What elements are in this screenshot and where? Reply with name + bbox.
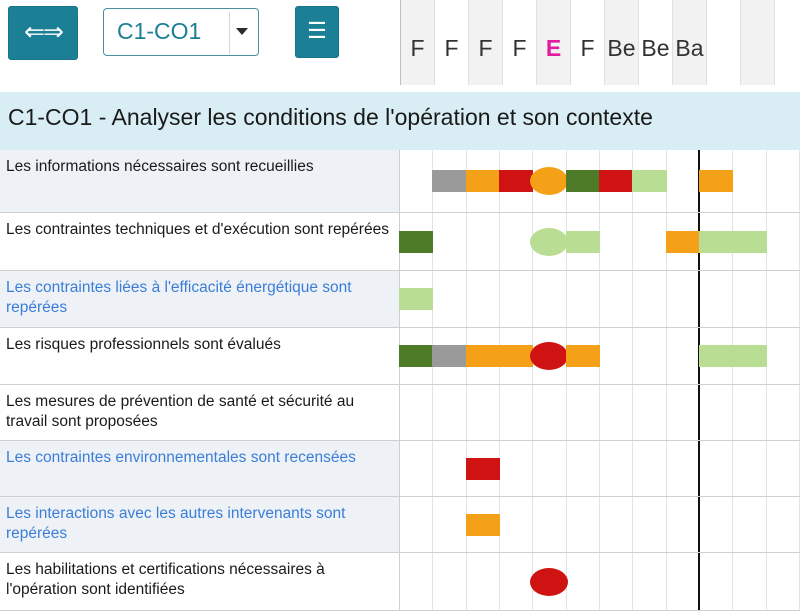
grid-cell[interactable] [533, 385, 566, 440]
column-header-cells [401, 0, 800, 85]
table-row[interactable] [0, 271, 800, 328]
evaluation-bar-marker[interactable] [499, 345, 533, 367]
evaluation-dot-marker[interactable] [530, 167, 568, 195]
column-header-label: Be [641, 35, 670, 61]
grid-cell[interactable] [667, 271, 700, 327]
grid-cell[interactable] [567, 497, 600, 552]
row-cells [400, 271, 800, 327]
grid-cell[interactable] [733, 385, 766, 440]
grid-cell[interactable] [667, 150, 700, 212]
grid-cell[interactable] [600, 441, 633, 496]
evaluation-bar-marker[interactable] [566, 170, 600, 192]
grid-cell[interactable] [700, 497, 733, 552]
grid-cell[interactable] [767, 553, 800, 610]
competency-dropdown-value: C1-CO1 [117, 18, 202, 44]
page-title-band [0, 92, 800, 150]
grid-cell[interactable] [467, 497, 500, 552]
grid-cell[interactable] [500, 385, 533, 440]
grid-cell[interactable] [633, 328, 666, 384]
grid-cell[interactable] [433, 150, 466, 212]
grid-cell[interactable] [700, 328, 733, 384]
evaluation-dot-marker[interactable] [530, 568, 568, 596]
column-header-label: F [444, 35, 459, 61]
grid-cell[interactable] [600, 213, 633, 270]
dropdown-divider [229, 12, 230, 54]
row-cells [400, 441, 800, 496]
column-header-label: F [410, 35, 425, 61]
row-label[interactable]: Les contraintes liées à l'efficacité énergétique sont repérées [0, 271, 400, 327]
grid-cell[interactable] [433, 328, 466, 384]
table-row[interactable] [0, 553, 800, 611]
evaluation-bar-marker[interactable] [566, 231, 600, 253]
grid-cell[interactable] [767, 328, 800, 384]
grid-cell[interactable] [633, 385, 666, 440]
grid-cell[interactable] [700, 150, 733, 212]
evaluation-bar-marker[interactable] [566, 345, 600, 367]
grid-cell[interactable] [733, 328, 766, 384]
grid-cell[interactable] [467, 441, 500, 496]
grid-cell[interactable] [667, 385, 700, 440]
grid-cell[interactable] [633, 441, 666, 496]
column-header-label: F [580, 35, 595, 61]
column-header-cell[interactable] [741, 0, 775, 85]
evaluation-bar-marker[interactable] [399, 231, 433, 253]
grid-cell[interactable] [500, 271, 533, 327]
column-header-cell[interactable] [401, 0, 435, 85]
grid-cell[interactable] [533, 553, 566, 610]
grid-cell[interactable] [667, 328, 700, 384]
grid-cell[interactable] [433, 553, 466, 610]
grid-cell[interactable] [667, 553, 700, 610]
evaluation-bar-marker[interactable] [466, 345, 500, 367]
grid-cell[interactable] [533, 328, 566, 384]
grid-cell[interactable] [767, 385, 800, 440]
column-header-label: Ba [675, 35, 704, 61]
toolbar [0, 0, 400, 85]
column-header-label: Be [607, 35, 636, 61]
column-header-cell[interactable] [673, 0, 707, 85]
table-row[interactable] [0, 213, 800, 271]
row-cells [400, 385, 800, 440]
grid-cell[interactable] [733, 441, 766, 496]
table-row[interactable] [0, 150, 800, 213]
evaluation-bar-marker[interactable] [466, 458, 500, 480]
row-cells [400, 150, 800, 212]
grid-cell[interactable] [433, 271, 466, 327]
grid-cell[interactable] [533, 150, 566, 212]
evaluation-bar-marker[interactable] [732, 231, 766, 253]
grid-cell[interactable] [467, 150, 500, 212]
grid-cell[interactable] [500, 441, 533, 496]
grid-cell[interactable] [400, 328, 433, 384]
grid-cell[interactable] [600, 328, 633, 384]
column-header-cell[interactable] [571, 0, 605, 85]
grid-cell[interactable] [667, 213, 700, 270]
grid-cell[interactable] [500, 213, 533, 270]
grid-cell[interactable] [400, 553, 433, 610]
grid-cell[interactable] [633, 213, 666, 270]
column-header-strip [400, 0, 800, 85]
grid-cell[interactable] [700, 441, 733, 496]
grid-cell[interactable] [533, 497, 566, 552]
competency-dropdown[interactable] [103, 8, 259, 56]
table-row[interactable] [0, 497, 800, 553]
grid-cell[interactable] [733, 497, 766, 552]
grid-cell[interactable] [467, 385, 500, 440]
column-header-label: F [478, 35, 493, 61]
grid-cell[interactable] [600, 271, 633, 327]
column-header-cell[interactable] [537, 0, 571, 85]
grid-cell[interactable] [667, 497, 700, 552]
row-label: Les mesures de prévention de santé et sécurité au travail sont proposées [0, 385, 400, 440]
grid-cell[interactable] [400, 385, 433, 440]
column-header-label: E [545, 35, 562, 61]
grid-cell[interactable] [433, 385, 466, 440]
column-header-cell[interactable] [435, 0, 469, 85]
table-row[interactable] [0, 328, 800, 385]
column-header-label: F [512, 35, 527, 61]
grid-cell[interactable] [700, 553, 733, 610]
table-row[interactable] [0, 441, 800, 497]
evaluation-bar-marker[interactable] [432, 170, 466, 192]
row-cells [400, 328, 800, 384]
row-label: Les habilitations et certifications nécessaires à l'opération sont identifiées [0, 553, 400, 610]
grid-cell[interactable] [567, 441, 600, 496]
row-label: Les informations nécessaires sont recueillies [0, 150, 400, 212]
grid-cell[interactable] [733, 553, 766, 610]
grid-cell[interactable] [533, 441, 566, 496]
grid-cell[interactable] [767, 213, 800, 270]
page-title: C1-CO1 - Analyser les conditions de l'opération et son contexte [8, 104, 653, 130]
grid-cell[interactable] [700, 385, 733, 440]
grid-cell[interactable] [700, 213, 733, 270]
grid-cell[interactable] [633, 497, 666, 552]
evaluation-bar-marker[interactable] [399, 288, 433, 310]
grid-cell[interactable] [533, 271, 566, 327]
grid-cell[interactable] [433, 213, 466, 270]
grid-cell[interactable] [567, 553, 600, 610]
grid-cell[interactable] [733, 150, 766, 212]
grid-cell[interactable] [767, 271, 800, 327]
column-header-cell[interactable] [707, 0, 741, 85]
row-label[interactable]: Les contraintes environnementales sont recensées [0, 441, 400, 496]
chevron-down-icon [236, 28, 248, 35]
grid-cell[interactable] [767, 150, 800, 212]
grid-cell[interactable] [567, 150, 600, 212]
grid-cell[interactable] [400, 213, 433, 270]
grid-cell[interactable] [600, 150, 633, 212]
evaluation-bar-marker[interactable] [732, 345, 766, 367]
grid-cell[interactable] [567, 213, 600, 270]
evaluation-bar-marker[interactable] [699, 345, 733, 367]
grid-cell[interactable] [567, 385, 600, 440]
grid-cell[interactable] [500, 150, 533, 212]
grid-cell[interactable] [400, 150, 433, 212]
competency-grid [0, 150, 800, 613]
table-row[interactable] [0, 385, 800, 441]
grid-cell[interactable] [700, 271, 733, 327]
grid-cell[interactable] [600, 385, 633, 440]
column-header-cell[interactable] [775, 0, 800, 85]
grid-cell[interactable] [567, 328, 600, 384]
evaluation-bar-marker[interactable] [632, 170, 666, 192]
column-header-cell[interactable] [503, 0, 537, 85]
grid-cell[interactable] [633, 271, 666, 327]
grid-cell[interactable] [633, 150, 666, 212]
evaluation-bar-marker[interactable] [499, 170, 533, 192]
evaluation-bar-marker[interactable] [466, 514, 500, 536]
grid-cell[interactable] [400, 497, 433, 552]
grid-cell[interactable] [567, 271, 600, 327]
grid-cell[interactable] [767, 441, 800, 496]
grid-cell[interactable] [667, 441, 700, 496]
grid-cell[interactable] [600, 553, 633, 610]
evaluation-bar-marker[interactable] [399, 345, 433, 367]
grid-cell[interactable] [400, 271, 433, 327]
grid-cell[interactable] [633, 553, 666, 610]
evaluation-dot-marker[interactable] [530, 342, 568, 370]
grid-cell[interactable] [500, 497, 533, 552]
row-label[interactable]: Les interactions avec les autres intervenants sont repérées [0, 497, 400, 552]
evaluation-bar-marker[interactable] [666, 231, 699, 253]
evaluation-bar-marker[interactable] [599, 170, 633, 192]
column-header-cell[interactable] [469, 0, 503, 85]
grid-cell[interactable] [733, 271, 766, 327]
grid-cell[interactable] [767, 497, 800, 552]
row-cells [400, 213, 800, 270]
grid-cell[interactable] [400, 441, 433, 496]
evaluation-dot-marker[interactable] [530, 228, 568, 256]
grid-cell[interactable] [467, 328, 500, 384]
row-label: Les contraintes techniques et d'exécution sont repérées [0, 213, 400, 270]
menu-button[interactable]: ☰ [295, 6, 339, 58]
row-cells [400, 497, 800, 552]
grid-cell[interactable] [500, 328, 533, 384]
grid-cell[interactable] [600, 497, 633, 552]
row-label: Les risques professionnels sont évalués [0, 328, 400, 384]
grid-cell[interactable] [467, 271, 500, 327]
evaluation-bar-marker[interactable] [466, 170, 500, 192]
navigate-arrows-button[interactable]: ⇐⇒ [8, 6, 78, 60]
grid-cell[interactable] [500, 553, 533, 610]
evaluation-bar-marker[interactable] [699, 170, 733, 192]
evaluation-bar-marker[interactable] [432, 345, 466, 367]
grid-cell[interactable] [433, 441, 466, 496]
grid-cell[interactable] [467, 553, 500, 610]
grid-cell[interactable] [533, 213, 566, 270]
evaluation-bar-marker[interactable] [699, 231, 733, 253]
grid-cell[interactable] [433, 497, 466, 552]
column-header-cell[interactable] [605, 0, 639, 85]
column-header-cell[interactable] [639, 0, 673, 85]
grid-cell[interactable] [733, 213, 766, 270]
row-cells [400, 553, 800, 610]
grid-cell[interactable] [467, 213, 500, 270]
